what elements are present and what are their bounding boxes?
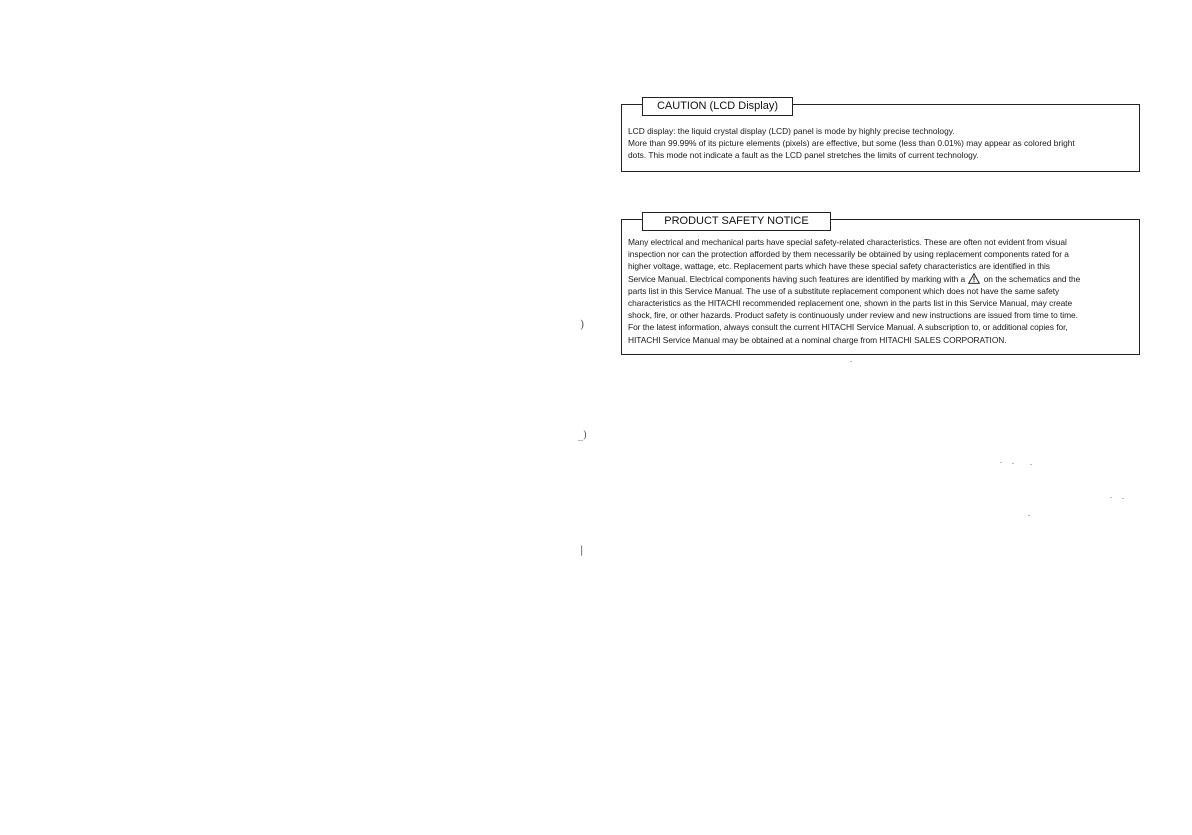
caution-lcd-notice — [621, 100, 1140, 172]
scan-speck — [850, 361, 852, 362]
scan-mark: _) — [578, 430, 587, 441]
scan-mark: | — [580, 545, 584, 556]
safety-line: parts list in this Service Manual. The use of a substitute replacement component which does not have the same safety — [628, 285, 1060, 296]
caution-line: LCD display: the liquid crystal display (LCD) panel is mode by highly precise technology. — [628, 126, 955, 136]
product-safety-notice — [621, 215, 1140, 355]
warning-triangle-icon — [968, 273, 980, 284]
safety-line: For the latest information, always consult the current HITACHI Service Manual. A subscription to, or additional copies for, — [628, 322, 1068, 333]
safety-line-with-icon — [628, 273, 1133, 285]
caution-body — [628, 125, 1133, 162]
scan-mark: ) — [580, 318, 585, 331]
scan-speck — [1012, 463, 1014, 464]
safety-line: inspection nor can the protection afforded by them necessarily be obtained by using replacement components rated for a — [628, 249, 1069, 260]
safety-line: Service Manual. Electrical components having such features are identified by marking with a — [628, 273, 966, 284]
scan-speck — [1110, 497, 1112, 498]
safety-body — [628, 236, 1133, 346]
caution-line: dots. This mode not indicate a fault as the LCD panel stretches the limits of current technology. — [628, 150, 979, 161]
scan-speck — [1028, 515, 1030, 516]
scan-speck — [1122, 498, 1124, 499]
safety-line: higher voltage, wattage, etc. Replacement parts which have these special safety characteristics are identified in this — [628, 261, 1050, 272]
caution-title: CAUTION (LCD Display) — [642, 97, 793, 116]
safety-line: shock, fire, or other hazards. Product safety is continuously under review and new instructions are issued from time to time. — [628, 310, 1078, 321]
scan-speck — [1000, 462, 1002, 463]
safety-line: characteristics as the HITACHI recommended replacement one, shown in the parts list in this Service Manual, may create — [628, 298, 1073, 309]
safety-line: HITACHI Service Manual may be obtained at a nominal charge from HITACHI SALES CORPORATION. — [628, 334, 1007, 345]
safety-title: PRODUCT SAFETY NOTICE — [642, 212, 831, 231]
safety-line-tail: on the schematics and the — [983, 273, 1081, 284]
caution-line: More than 99.99% of its picture elements (pixels) are effective, but some (less than 0.01%) may appear as colored bright — [628, 138, 1075, 149]
safety-line: Many electrical and mechanical parts have special safety-related characteristics. These are often not evident from visual — [628, 237, 1067, 247]
scan-speck — [1030, 464, 1032, 465]
